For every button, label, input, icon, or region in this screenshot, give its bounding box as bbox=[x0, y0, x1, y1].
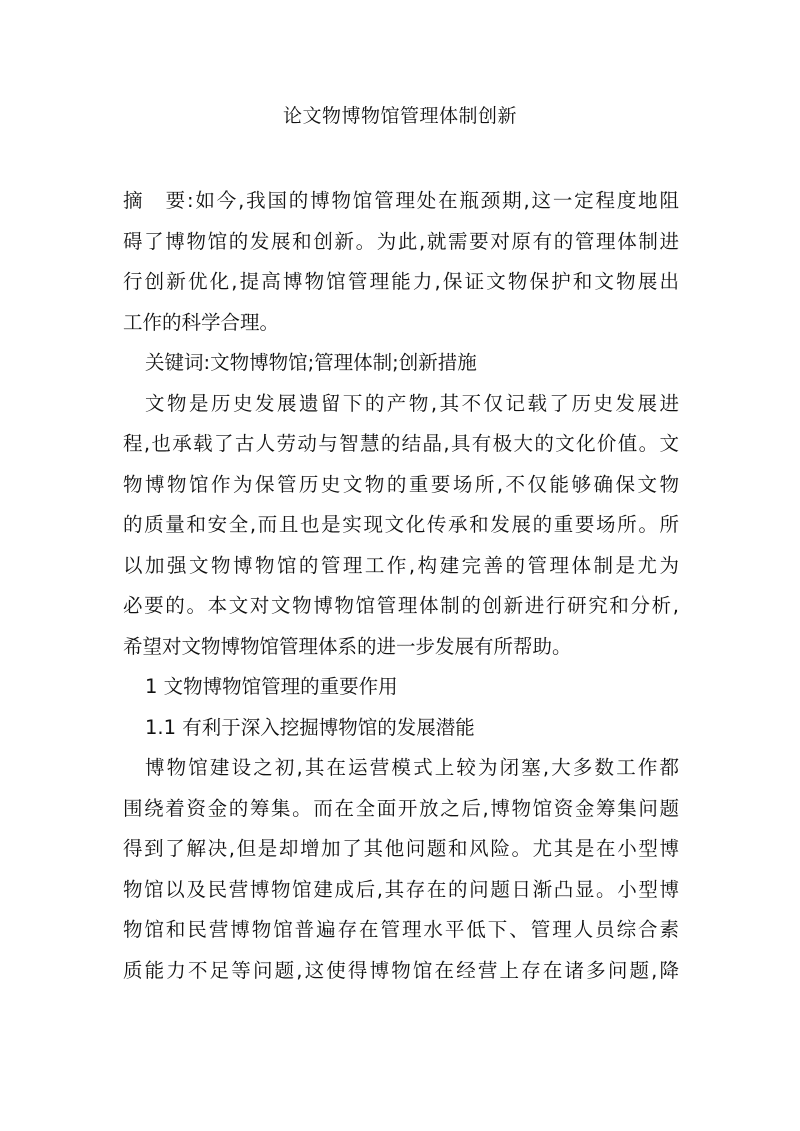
abstract-line: 摘 要:如今,我国的博物馆管理处在瓶颈期,这一定程度地阻 bbox=[123, 189, 679, 212]
paragraph-line: 文物是历史发展遗留下的产物,其不仅记载了历史发展进 bbox=[145, 391, 679, 415]
page-title: 论文物博物馆管理体制创新 bbox=[282, 105, 517, 127]
subsection-heading: 1.1 有利于深入挖掘博物馆的发展潜能 bbox=[145, 715, 475, 739]
paragraph-line: 以加强文物博物馆的管理工作,构建完善的管理体制是尤为 bbox=[123, 553, 679, 577]
paragraph-line: 的质量和安全,而且也是实现文化传承和发展的重要场所。所 bbox=[123, 513, 679, 536]
paragraph-line: 物馆以及民营博物馆建成后,其存在的问题日渐凸显。小型博 bbox=[123, 877, 679, 901]
paragraph-line: 得到了解决,但是却增加了其他问题和风险。尤其是在小型博 bbox=[123, 837, 679, 860]
paragraph-line: 博物馆建设之初,其在运营模式上较为闭塞,大多数工作都 bbox=[145, 756, 679, 779]
keywords: 关键词:文物博物馆;管理体制;创新措施 bbox=[145, 351, 477, 374]
paragraph-line: 必要的。本文对文物博物馆管理体制的创新进行研究和分析, bbox=[123, 594, 679, 617]
paragraph-line: 物博物馆作为保管历史文物的重要场所,不仅能够确保文物 bbox=[123, 472, 679, 496]
paragraph-line: 希望对文物博物馆管理体系的进一步发展有所帮助。 bbox=[123, 634, 572, 658]
paragraph-line: 质能力不足等问题,这使得博物馆在经营上存在诸多问题,降 bbox=[123, 958, 679, 982]
paragraph-line: 围绕着资金的筹集。而在全面开放之后,博物馆资金筹集问题 bbox=[123, 796, 679, 820]
paragraph-line: 程,也承载了古人劳动与智慧的结晶,具有极大的文化价值。文 bbox=[123, 432, 679, 455]
section-heading: 1 文物博物馆管理的重要作用 bbox=[145, 675, 398, 698]
abstract-line: 碍了博物馆的发展和创新。为此,就需要对原有的管理体制进 bbox=[123, 229, 679, 253]
abstract-line: 行创新优化,提高博物馆管理能力,保证文物保护和文物展出 bbox=[123, 270, 679, 293]
article-body bbox=[123, 181, 679, 991]
paragraph-line: 物馆和民营博物馆普遍存在管理水平低下、管理人员综合素 bbox=[123, 918, 679, 941]
abstract-line: 工作的科学合理。 bbox=[123, 310, 280, 334]
